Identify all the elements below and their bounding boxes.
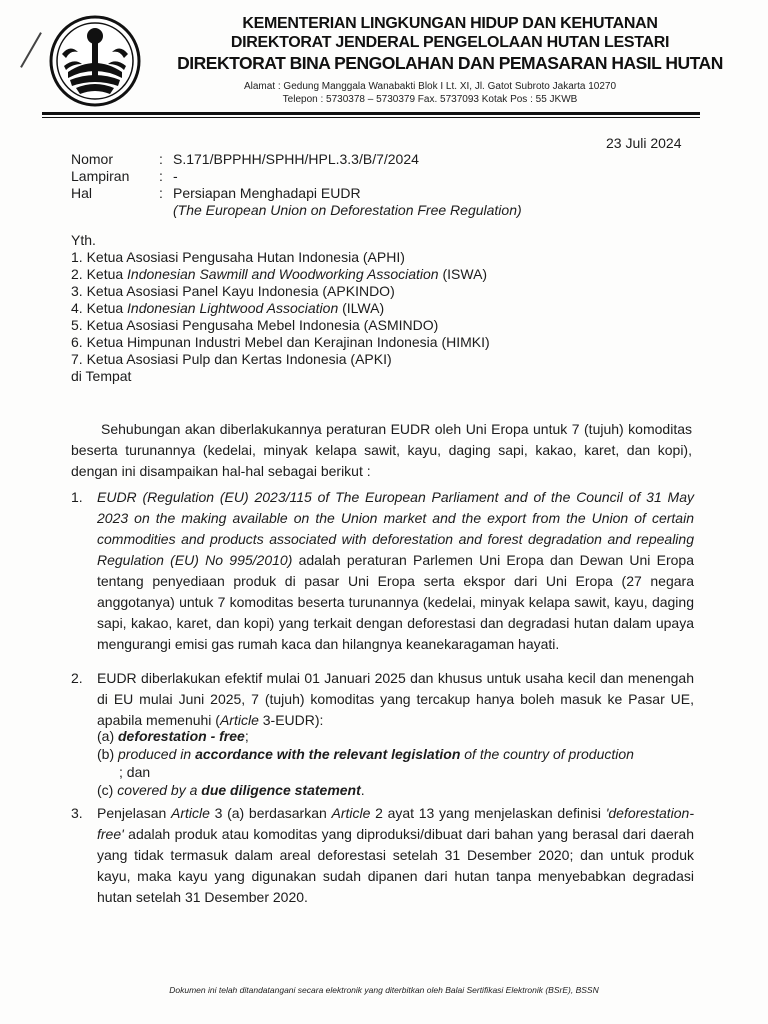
item-3-article: Article xyxy=(171,805,210,821)
item-3-text: Penjelasan xyxy=(97,805,171,821)
recipient-prefix: 2. Ketua xyxy=(71,266,128,282)
meta-colon: : xyxy=(159,151,163,167)
item-number: 2. xyxy=(71,670,83,686)
meta-hal-subtitle: (The European Union on Deforestation Free Regulation) xyxy=(173,202,522,218)
meta-nomor xyxy=(71,151,633,168)
recipient-org: Indonesian Sawmill and Woodworking Association xyxy=(127,266,439,282)
ministry-logo-icon xyxy=(48,14,142,108)
recipient-item: 5. Ketua Asosiasi Pengusaha Mebel Indonesia (ASMINDO) xyxy=(71,317,439,333)
requirement-bold: due diligence statement xyxy=(201,782,361,798)
letter-date: 23 Juli 2024 xyxy=(606,135,682,151)
item-2-paragraph xyxy=(97,668,694,731)
requirements-list xyxy=(97,727,697,799)
meta-lampiran xyxy=(71,168,633,185)
recipient-item xyxy=(71,300,490,317)
e-signature-footer: Dokumen ini telah ditandatangani secara elektronik yang diterbitkan oleh Balai Sertifikasi Elektronik (BSrE), BSSN xyxy=(169,985,599,995)
requirement-label: (c) xyxy=(97,782,118,798)
meta-value: Persiapan Menghadapi EUDR xyxy=(173,185,361,201)
recipient-place: di Tempat xyxy=(71,368,132,384)
recipient-item xyxy=(71,266,490,283)
recipient-suffix: (ILWA) xyxy=(338,300,385,316)
salutation: Yth. xyxy=(71,232,96,248)
requirement-end: . xyxy=(360,782,365,798)
directorate-name: DIREKTORAT BINA PENGOLAHAN DAN PEMASARAN HASIL HUTAN xyxy=(177,53,723,73)
item-3-paragraph xyxy=(97,803,694,908)
letterhead xyxy=(150,14,750,74)
item-3-text-end: adalah produk atau komoditas yang diproduksi/dibuat dari bahan yang berasal dari daerah yang tidak termasuk dalam areal deforestasi setelah 31 Desember 2020; dan untuk produk kayu, maka kayu yang digunakan sudah dipanen dari hutan tanpa menyebabkan degradasi hutan setelah 31 Desember 2020. xyxy=(97,826,694,905)
item-3-term: 'deforestation-free' xyxy=(97,805,694,842)
requirement-c xyxy=(97,781,697,799)
requirement-a xyxy=(97,727,697,745)
item-3-article: Article xyxy=(331,805,371,821)
recipient-item: 6. Ketua Himpunan Industri Mebel dan Kerajinan Indonesia (HIMKI) xyxy=(71,334,490,350)
requirement-italic: produced in xyxy=(118,746,196,762)
ministry-name: KEMENTERIAN LINGKUNGAN HIDUP DAN KEHUTANAN xyxy=(242,15,658,32)
recipient-item: 1. Ketua Asosiasi Pengusaha Hutan Indonesia (APHI) xyxy=(71,249,405,265)
item-number: 3. xyxy=(71,805,83,821)
address-line: Alamat : Gedung Manggala Wanabakti Blok I Lt. XI, Jl. Gatot Subroto Jakarta 10270 xyxy=(243,81,617,92)
meta-colon: : xyxy=(159,168,163,184)
requirement-b xyxy=(97,745,697,763)
requirement-italic: of the country of production xyxy=(460,746,634,762)
directorate-general-name: DIREKTORAT JENDERAL PENGELOLAAN HUTAN LESTARI xyxy=(230,34,670,51)
recipient-prefix: 4. Ketua xyxy=(71,300,128,316)
requirement-italic: covered by a xyxy=(117,782,202,798)
item-3-text: 2 ayat 13 yang menjelaskan definisi xyxy=(370,805,606,821)
letter-meta xyxy=(71,151,633,219)
item-2-text: EUDR diberlakukan efektif mulai 01 Januari 2025 dan khusus untuk usaha kecil dan menengah di EU mulai Juni 2025, 7 (tujuh) komoditas yang tercakup hanya boleh masuk ke Pasar UE, apabila memenuhi ( xyxy=(97,670,694,728)
requirement-label: (a) xyxy=(97,728,118,744)
recipient-org: Indonesian Lightwood Association xyxy=(127,300,339,316)
item-1-text: adalah peraturan Parlemen Uni Eropa dan Dewan Uni Eropa tentang penyediaan produk di pasar Uni Eropa serta ekspor dari Uni Eropa (27 negara anggotanya) untuk 7 komoditas beserta turunannya (kedelai, minyak kelapa sawit, kayu, daging sapi, kakao, karet, dan kopi) yang terkait dengan deforestasi dan degradasi hutan dalam upaya mengurangi emisi gas rumah kaca dan hilangnya keanekaragaman hayati. xyxy=(97,552,694,652)
meta-label: Lampiran xyxy=(71,168,130,184)
meta-value: - xyxy=(173,168,178,184)
requirement-bold: accordance with the relevant legislation xyxy=(195,746,461,762)
item-1-paragraph xyxy=(97,487,694,655)
letterhead-contact xyxy=(220,80,640,106)
phone-line: Telepon : 5730378 – 5730379 Fax. 5737093 Kotak Pos : 55 JKWB xyxy=(282,94,578,105)
recipient-item: 3. Ketua Asosiasi Panel Kayu Indonesia (APKINDO) xyxy=(71,283,395,299)
header-rule-thin xyxy=(42,117,700,118)
meta-value: S.171/BPPHH/SPHH/HPL.3.3/B/7/2024 xyxy=(173,151,419,167)
item-number: 1. xyxy=(71,489,83,505)
requirement-label: (b) xyxy=(97,746,118,762)
regulation-title: EUDR (Regulation (EU) 2023/115 of The European Parliament and of the Council of 31 May 2023 on the making available on the Union market and the export from the Union of certain commodities and products associated with deforestation and forest degradation and repealing Regulation (EU) No 995/2010) xyxy=(97,489,694,568)
item-3-text: 3 (a) berdasarkan xyxy=(209,805,332,821)
pen-mark xyxy=(20,32,42,68)
recipient-item: 7. Ketua Asosiasi Pulp dan Kertas Indonesia (APKI) xyxy=(71,351,392,367)
meta-hal xyxy=(71,185,633,202)
requirement-bold: deforestation - free xyxy=(118,728,245,744)
intro-paragraph: Sehubungan akan diberlakukannya peraturan EUDR oleh Uni Eropa untuk 7 (tujuh) komoditas beserta turunannya (kedelai, minyak kelapa sawit, kayu, daging sapi, kakao, karet, dan kopi), dengan ini disampaikan hal-hal sebagai berikut : xyxy=(71,421,692,479)
item-2-article: Article xyxy=(219,712,259,728)
recipient-list xyxy=(71,232,490,385)
requirement-end: ; xyxy=(244,728,249,744)
meta-label: Nomor xyxy=(71,151,114,167)
meta-colon: : xyxy=(159,185,163,201)
item-2-text-end: 3-EUDR): xyxy=(258,712,324,728)
header-rule-thick xyxy=(42,112,700,115)
requirement-b-cont: ; dan xyxy=(119,764,151,780)
recipient-suffix: (ISWA) xyxy=(438,266,488,282)
meta-label: Hal xyxy=(71,185,93,201)
